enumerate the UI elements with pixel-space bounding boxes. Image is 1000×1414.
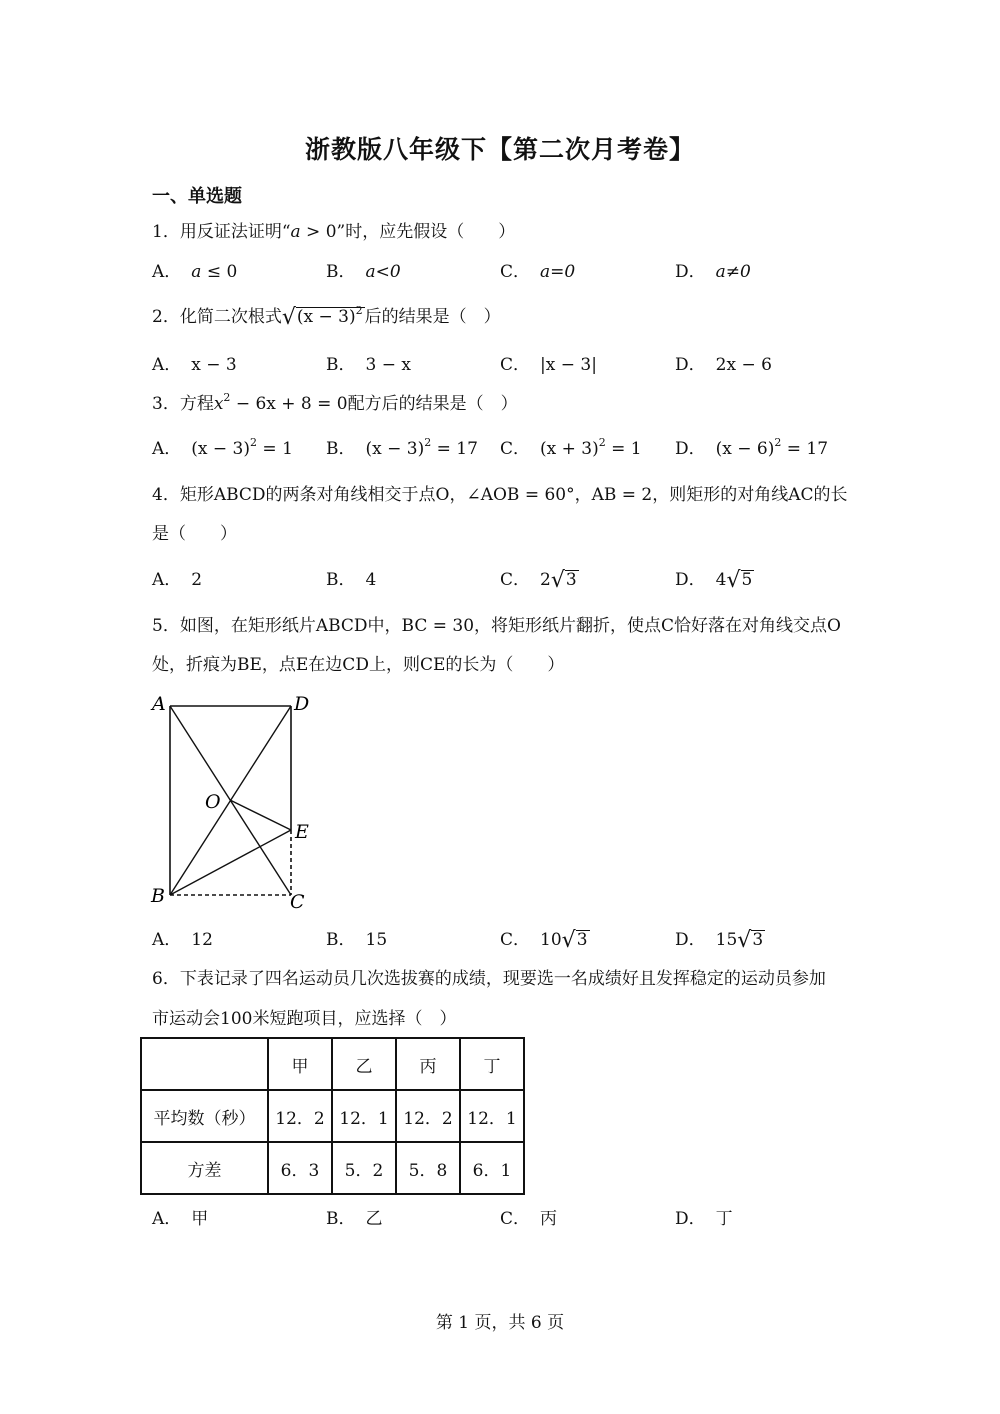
option-text: ≠0 xyxy=(725,262,751,282)
table-header-cell: 丁 xyxy=(460,1038,524,1090)
table-cell: 5．8 xyxy=(396,1142,460,1194)
option-label: B． xyxy=(326,930,356,950)
radical-sign-icon: √ xyxy=(281,305,296,330)
label-o: O xyxy=(205,791,221,813)
table-row-label: 方差 xyxy=(141,1142,268,1194)
q1-option-a[interactable] xyxy=(152,261,237,283)
question-2 xyxy=(152,306,501,329)
option-text: <0 xyxy=(375,262,401,282)
q3-prefix: 3．方程 xyxy=(152,394,214,414)
option-base: (x + 3) xyxy=(540,439,599,459)
table-cell: 12．1 xyxy=(332,1090,396,1142)
option-label: C． xyxy=(500,262,531,282)
option-label: C． xyxy=(500,439,531,459)
option-base: (x − 6) xyxy=(715,439,775,459)
option-var: a xyxy=(191,262,202,282)
table-cell: 12．1 xyxy=(460,1090,524,1142)
option-base: (x − 3) xyxy=(191,439,251,459)
option-label: B． xyxy=(326,355,356,375)
option-coef: 2 xyxy=(540,570,551,590)
table-header-cell xyxy=(141,1038,268,1090)
question-5-line-2: 处，折痕为BE，点E在边CD上，则CE的长为（ ） xyxy=(152,655,565,675)
label-d: D xyxy=(294,693,310,715)
option-label: D． xyxy=(675,570,706,590)
q3-suffix: 配方后的结果是（ ） xyxy=(347,394,518,414)
q2-option-d[interactable] xyxy=(675,354,772,376)
option-var: a xyxy=(365,262,376,282)
radical-sign-icon: √ xyxy=(737,928,752,953)
option-text: 丙 xyxy=(540,1209,558,1229)
table-cell: 5．2 xyxy=(332,1142,396,1194)
option-radicand: 3 xyxy=(576,930,588,950)
question-5-line-1: 5．如图，在矩形纸片ABCD中，BC = 30，将矩形纸片翻折，使点C恰好落在对角线交点O xyxy=(152,616,841,636)
option-label: D． xyxy=(675,1209,706,1229)
q2-prefix: 2．化简二次根式 xyxy=(152,307,282,327)
q5-option-a[interactable] xyxy=(152,929,213,951)
option-var: a xyxy=(540,262,551,282)
option-exp: 2 xyxy=(250,436,258,449)
option-rhs: = 1 xyxy=(257,439,293,459)
athlete-scores-table xyxy=(140,1037,525,1195)
option-label: D． xyxy=(675,439,706,459)
q4-option-d[interactable] xyxy=(675,569,754,592)
option-radicand: 3 xyxy=(752,930,764,950)
option-text: 3 − x xyxy=(365,355,411,375)
q1-prefix: 1．用反证法证明“ xyxy=(152,222,291,242)
page-footer: 第 1 页，共 6 页 xyxy=(435,1313,565,1333)
option-coef: 15 xyxy=(715,930,738,950)
radical-sign-icon: √ xyxy=(726,568,741,593)
q1-option-d[interactable] xyxy=(675,261,751,283)
option-label: C． xyxy=(500,930,531,950)
option-base: (x − 3) xyxy=(365,439,425,459)
page-title: 浙教版八年级下【第二次月考卷】 xyxy=(304,135,695,164)
option-text: |x − 3| xyxy=(540,355,597,375)
option-label: A． xyxy=(152,439,182,459)
question-4-line-2: 是（ ） xyxy=(152,524,237,544)
option-label: D． xyxy=(675,355,706,375)
table-row xyxy=(141,1090,524,1142)
q3-option-b[interactable] xyxy=(326,438,478,460)
option-coef: 12 xyxy=(191,930,213,950)
q1-option-b[interactable] xyxy=(326,261,401,283)
table-row-label: 平均数（秒） xyxy=(141,1090,268,1142)
q6-option-c[interactable] xyxy=(500,1208,557,1230)
option-rhs: = 17 xyxy=(781,439,829,459)
option-coef: 2 xyxy=(191,570,203,590)
option-text: x − 3 xyxy=(191,355,237,375)
q2-suffix: 后的结果是（ ） xyxy=(364,307,501,327)
option-label: C． xyxy=(500,355,531,375)
option-radicand: 3 xyxy=(565,570,577,590)
label-a: A xyxy=(152,693,166,715)
option-label: A． xyxy=(152,930,182,950)
q5-option-b[interactable] xyxy=(326,929,387,951)
q6-option-b[interactable] xyxy=(326,1208,383,1230)
table-cell: 12．2 xyxy=(268,1090,332,1142)
option-label: A． xyxy=(152,355,182,375)
option-label: C． xyxy=(500,1209,531,1229)
option-label: C． xyxy=(500,570,531,590)
q1-rel: > 0 xyxy=(300,222,337,242)
label-e: E xyxy=(295,821,309,843)
q2-radicand: $(x - 3)^2$ xyxy=(296,304,363,327)
option-text: ≤ 0 xyxy=(201,262,238,282)
option-exp: 2 xyxy=(774,436,782,449)
option-label: D． xyxy=(675,262,706,282)
question-4-line-1: 4．矩形ABCD的两条对角线相交于点O，∠AOB = 60°，AB = 2，则矩形的对角线AC的长 xyxy=(152,485,848,505)
option-coef: 10 xyxy=(540,930,562,950)
table-row xyxy=(141,1142,524,1194)
table-cell: 6．1 xyxy=(460,1142,524,1194)
option-coef: 4 xyxy=(715,570,727,590)
q1-option-c[interactable] xyxy=(500,261,575,283)
table-cell: 6．3 xyxy=(268,1142,332,1194)
option-label: B． xyxy=(326,570,356,590)
radical-sign-icon: √ xyxy=(561,928,576,953)
q1-suffix: ”时，应先假设（ ） xyxy=(336,222,516,242)
question-6-line-2: 市运动会100米短跑项目，应选择（ ） xyxy=(152,1009,457,1029)
q3-option-a[interactable] xyxy=(152,438,293,460)
question-3 xyxy=(152,393,518,415)
option-text: =0 xyxy=(550,262,576,282)
table-header-row xyxy=(141,1038,524,1090)
table-header-cell: 甲 xyxy=(268,1038,332,1090)
option-text: 2x − 6 xyxy=(715,355,772,375)
q3-eq-var: x xyxy=(213,394,224,414)
q2-option-a[interactable] xyxy=(152,354,237,376)
q3-option-d[interactable] xyxy=(675,438,828,460)
q2-option-c[interactable] xyxy=(500,354,597,376)
q5-option-c[interactable] xyxy=(500,929,590,952)
option-label: A． xyxy=(152,570,182,590)
q4-option-b[interactable] xyxy=(326,569,376,591)
table-header-cell: 乙 xyxy=(332,1038,396,1090)
table-header-cell: 丙 xyxy=(396,1038,460,1090)
q4-option-a[interactable] xyxy=(152,569,202,591)
q2-option-b[interactable] xyxy=(326,354,411,376)
rectangle-fold-figure xyxy=(148,690,323,912)
q3-eq-exp: 2 xyxy=(223,391,231,404)
q3-option-c[interactable] xyxy=(500,438,642,460)
option-label: D． xyxy=(675,930,706,950)
q3-eq-rest: − 6x + 8 = 0 xyxy=(230,394,348,414)
fold-be xyxy=(170,830,291,895)
question-6-line-1: 6．下表记录了四名运动员几次选拔赛的成绩，现要选一名成绩好且发挥稳定的运动员参加 xyxy=(152,969,826,989)
option-label: A． xyxy=(152,262,182,282)
option-var: a xyxy=(715,262,726,282)
option-exp: 2 xyxy=(424,436,432,449)
option-radicand: 5 xyxy=(741,570,753,590)
option-text: 丁 xyxy=(715,1209,733,1229)
section-heading: 一、单选题 xyxy=(152,186,242,207)
q1-var: a xyxy=(290,222,301,242)
option-exp: 2 xyxy=(598,436,606,449)
option-text: 乙 xyxy=(365,1209,383,1229)
q5-option-d[interactable] xyxy=(675,929,765,952)
option-rhs: = 17 xyxy=(431,439,478,459)
option-coef: 4 xyxy=(365,570,377,590)
q4-option-c[interactable] xyxy=(500,569,579,592)
option-label: A． xyxy=(152,1209,182,1229)
option-label: B． xyxy=(326,1209,356,1229)
option-text: 甲 xyxy=(191,1209,209,1229)
question-1 xyxy=(152,221,515,243)
q6-option-d[interactable] xyxy=(675,1208,733,1230)
q6-option-a[interactable] xyxy=(152,1208,208,1230)
label-c: C xyxy=(290,891,305,912)
label-b: B xyxy=(151,885,165,907)
option-label: B． xyxy=(326,439,356,459)
radical-sign-icon: √ xyxy=(550,568,565,593)
option-rhs: = 1 xyxy=(605,439,642,459)
option-coef: 15 xyxy=(365,930,388,950)
option-label: B． xyxy=(326,262,356,282)
table-cell: 12．2 xyxy=(396,1090,460,1142)
